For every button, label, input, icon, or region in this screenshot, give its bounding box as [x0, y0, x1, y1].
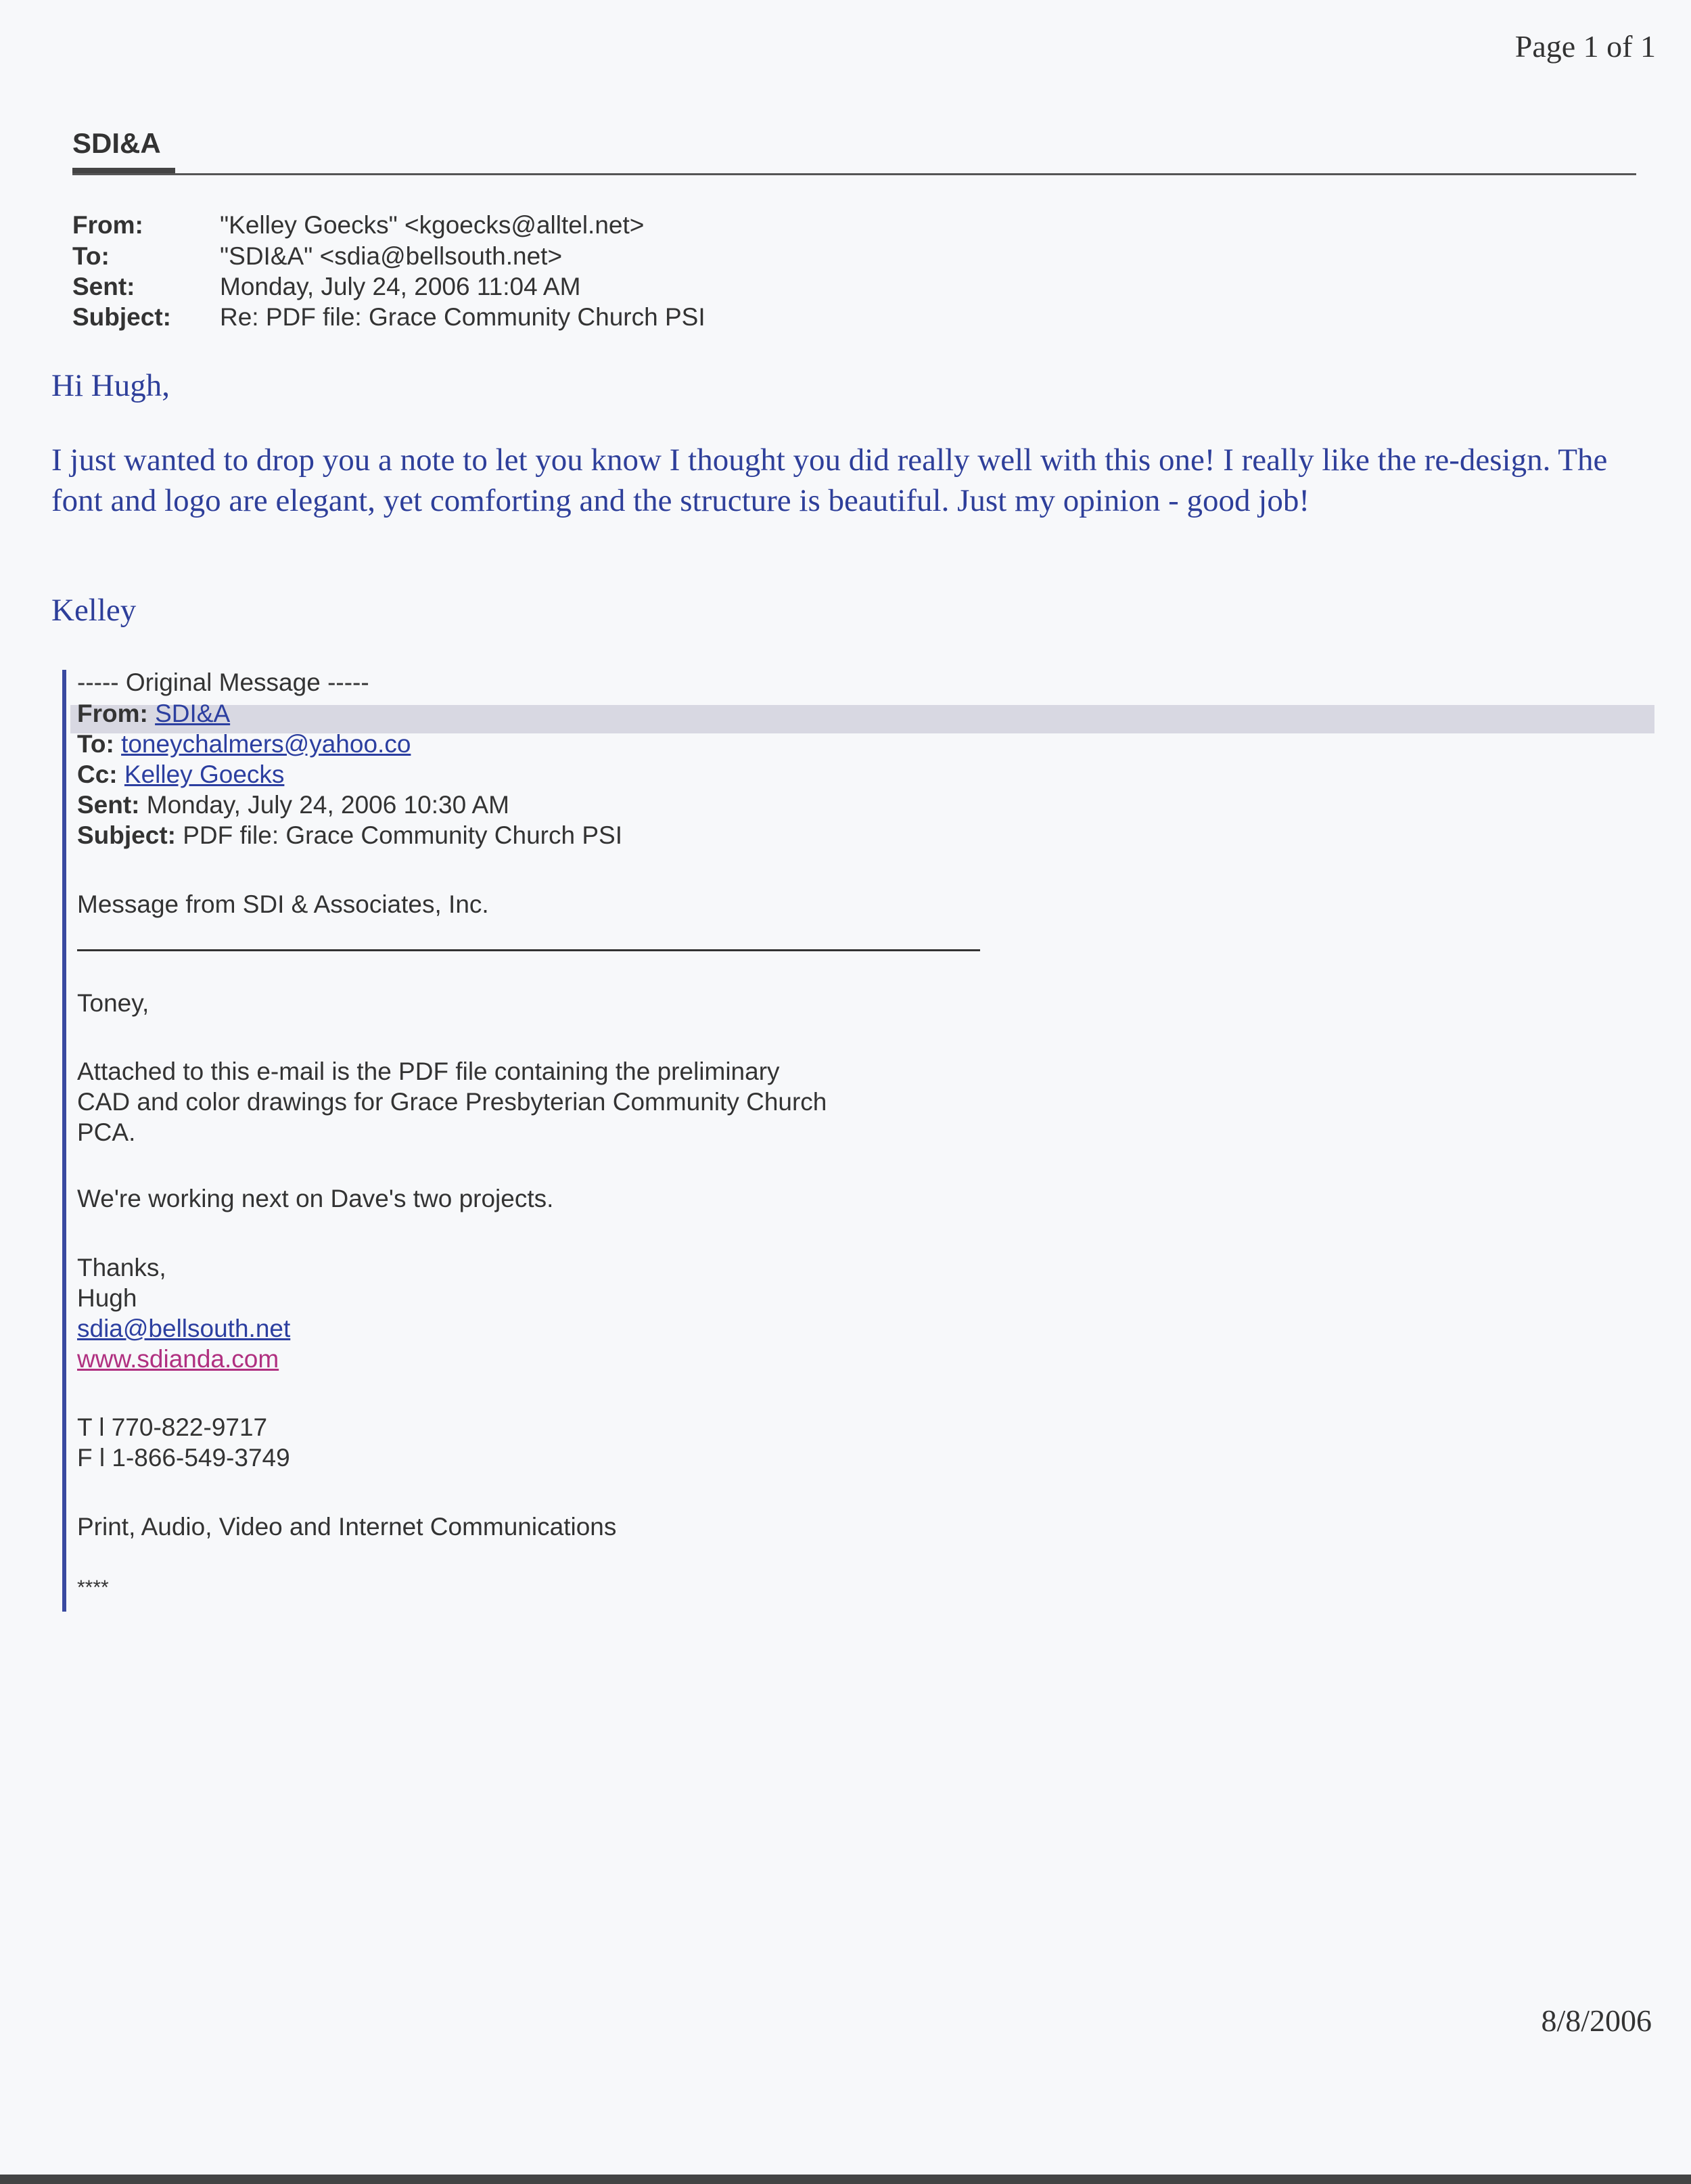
subject-label: Subject:: [72, 303, 171, 331]
original-website-link: [77, 1345, 279, 1373]
original-from: [77, 700, 230, 728]
to-value: "SDI&A" <sdia@bellsouth.net>: [220, 242, 563, 270]
original-email-link: [77, 1315, 290, 1343]
header-rule: [72, 173, 1636, 175]
original-sender-name: Hugh: [77, 1284, 137, 1312]
original-subject-value: PDF file: Grace Community Church PSI: [183, 821, 622, 849]
brand-title: SDI&A: [72, 127, 161, 159]
reply-signature: Kelley: [51, 593, 137, 628]
original-sent: [77, 791, 509, 819]
original-cc: [77, 760, 284, 789]
original-message-divider: ----- Original Message -----: [77, 668, 369, 696]
original-cc-link[interactable]: Kelley Goecks: [124, 760, 285, 788]
original-body-line-3: PCA.: [77, 1118, 136, 1146]
original-phone: T l 770-822-9717: [77, 1413, 268, 1441]
header-subject: [72, 303, 705, 332]
footer-date: 8/8/2006: [1541, 2003, 1652, 2038]
scan-edge: [0, 2175, 1691, 2184]
original-from-label: From:: [77, 700, 148, 727]
original-thanks: Thanks,: [77, 1254, 166, 1281]
to-label: To:: [72, 242, 110, 270]
page-number: Page 1 of 1: [1514, 29, 1656, 64]
original-to: [77, 730, 411, 758]
from-value: "Kelley Goecks" <kgoecks@alltel.net>: [220, 211, 645, 239]
header-to: [72, 242, 562, 271]
original-subject-label: Subject:: [77, 821, 176, 849]
original-from-link[interactable]: SDI&A: [155, 700, 231, 727]
reply-body: I just wanted to drop you a note to let you know I thought you did really well with this one! I really like the re-design. The font and logo are elegant, yet comforting and the structure is beautiful. Just my opinion - good job!: [51, 442, 1608, 518]
from-label: From:: [72, 211, 143, 239]
original-intro: Message from SDI & Associates, Inc.: [77, 890, 489, 918]
website-link[interactable]: www.sdianda.com: [77, 1345, 279, 1373]
subject-value: Re: PDF file: Grace Community Church PSI: [220, 303, 705, 331]
original-sent-label: Sent:: [77, 791, 140, 819]
original-tagline: Print, Audio, Video and Internet Communications: [77, 1513, 617, 1541]
original-stars: ****: [77, 1576, 109, 1599]
original-separator: [77, 949, 980, 951]
header-sent: [72, 273, 580, 301]
original-subject: [77, 821, 622, 850]
sent-label: Sent:: [72, 273, 135, 300]
original-body-line-1: Attached to this e-mail is the PDF file containing the preliminary: [77, 1057, 780, 1085]
sent-value: Monday, July 24, 2006 11:04 AM: [220, 273, 581, 300]
original-next-line: We're working next on Dave's two projects.: [77, 1185, 554, 1212]
original-to-label: To:: [77, 730, 114, 758]
email-link[interactable]: sdia@bellsouth.net: [77, 1315, 291, 1342]
from-highlight: [70, 705, 1654, 733]
reply-greeting: Hi Hugh,: [51, 368, 170, 403]
original-fax: F l 1-866-549-3749: [77, 1444, 290, 1472]
original-salutation: Toney,: [77, 989, 149, 1017]
original-cc-label: Cc:: [77, 760, 118, 788]
original-to-link[interactable]: toneychalmers@yahoo.co: [121, 730, 411, 758]
quote-bar: [62, 670, 66, 1612]
header-from: [72, 211, 644, 240]
original-sent-value: Monday, July 24, 2006 10:30 AM: [146, 791, 509, 819]
original-body-line-2: CAD and color drawings for Grace Presbyterian Community Church: [77, 1088, 827, 1116]
